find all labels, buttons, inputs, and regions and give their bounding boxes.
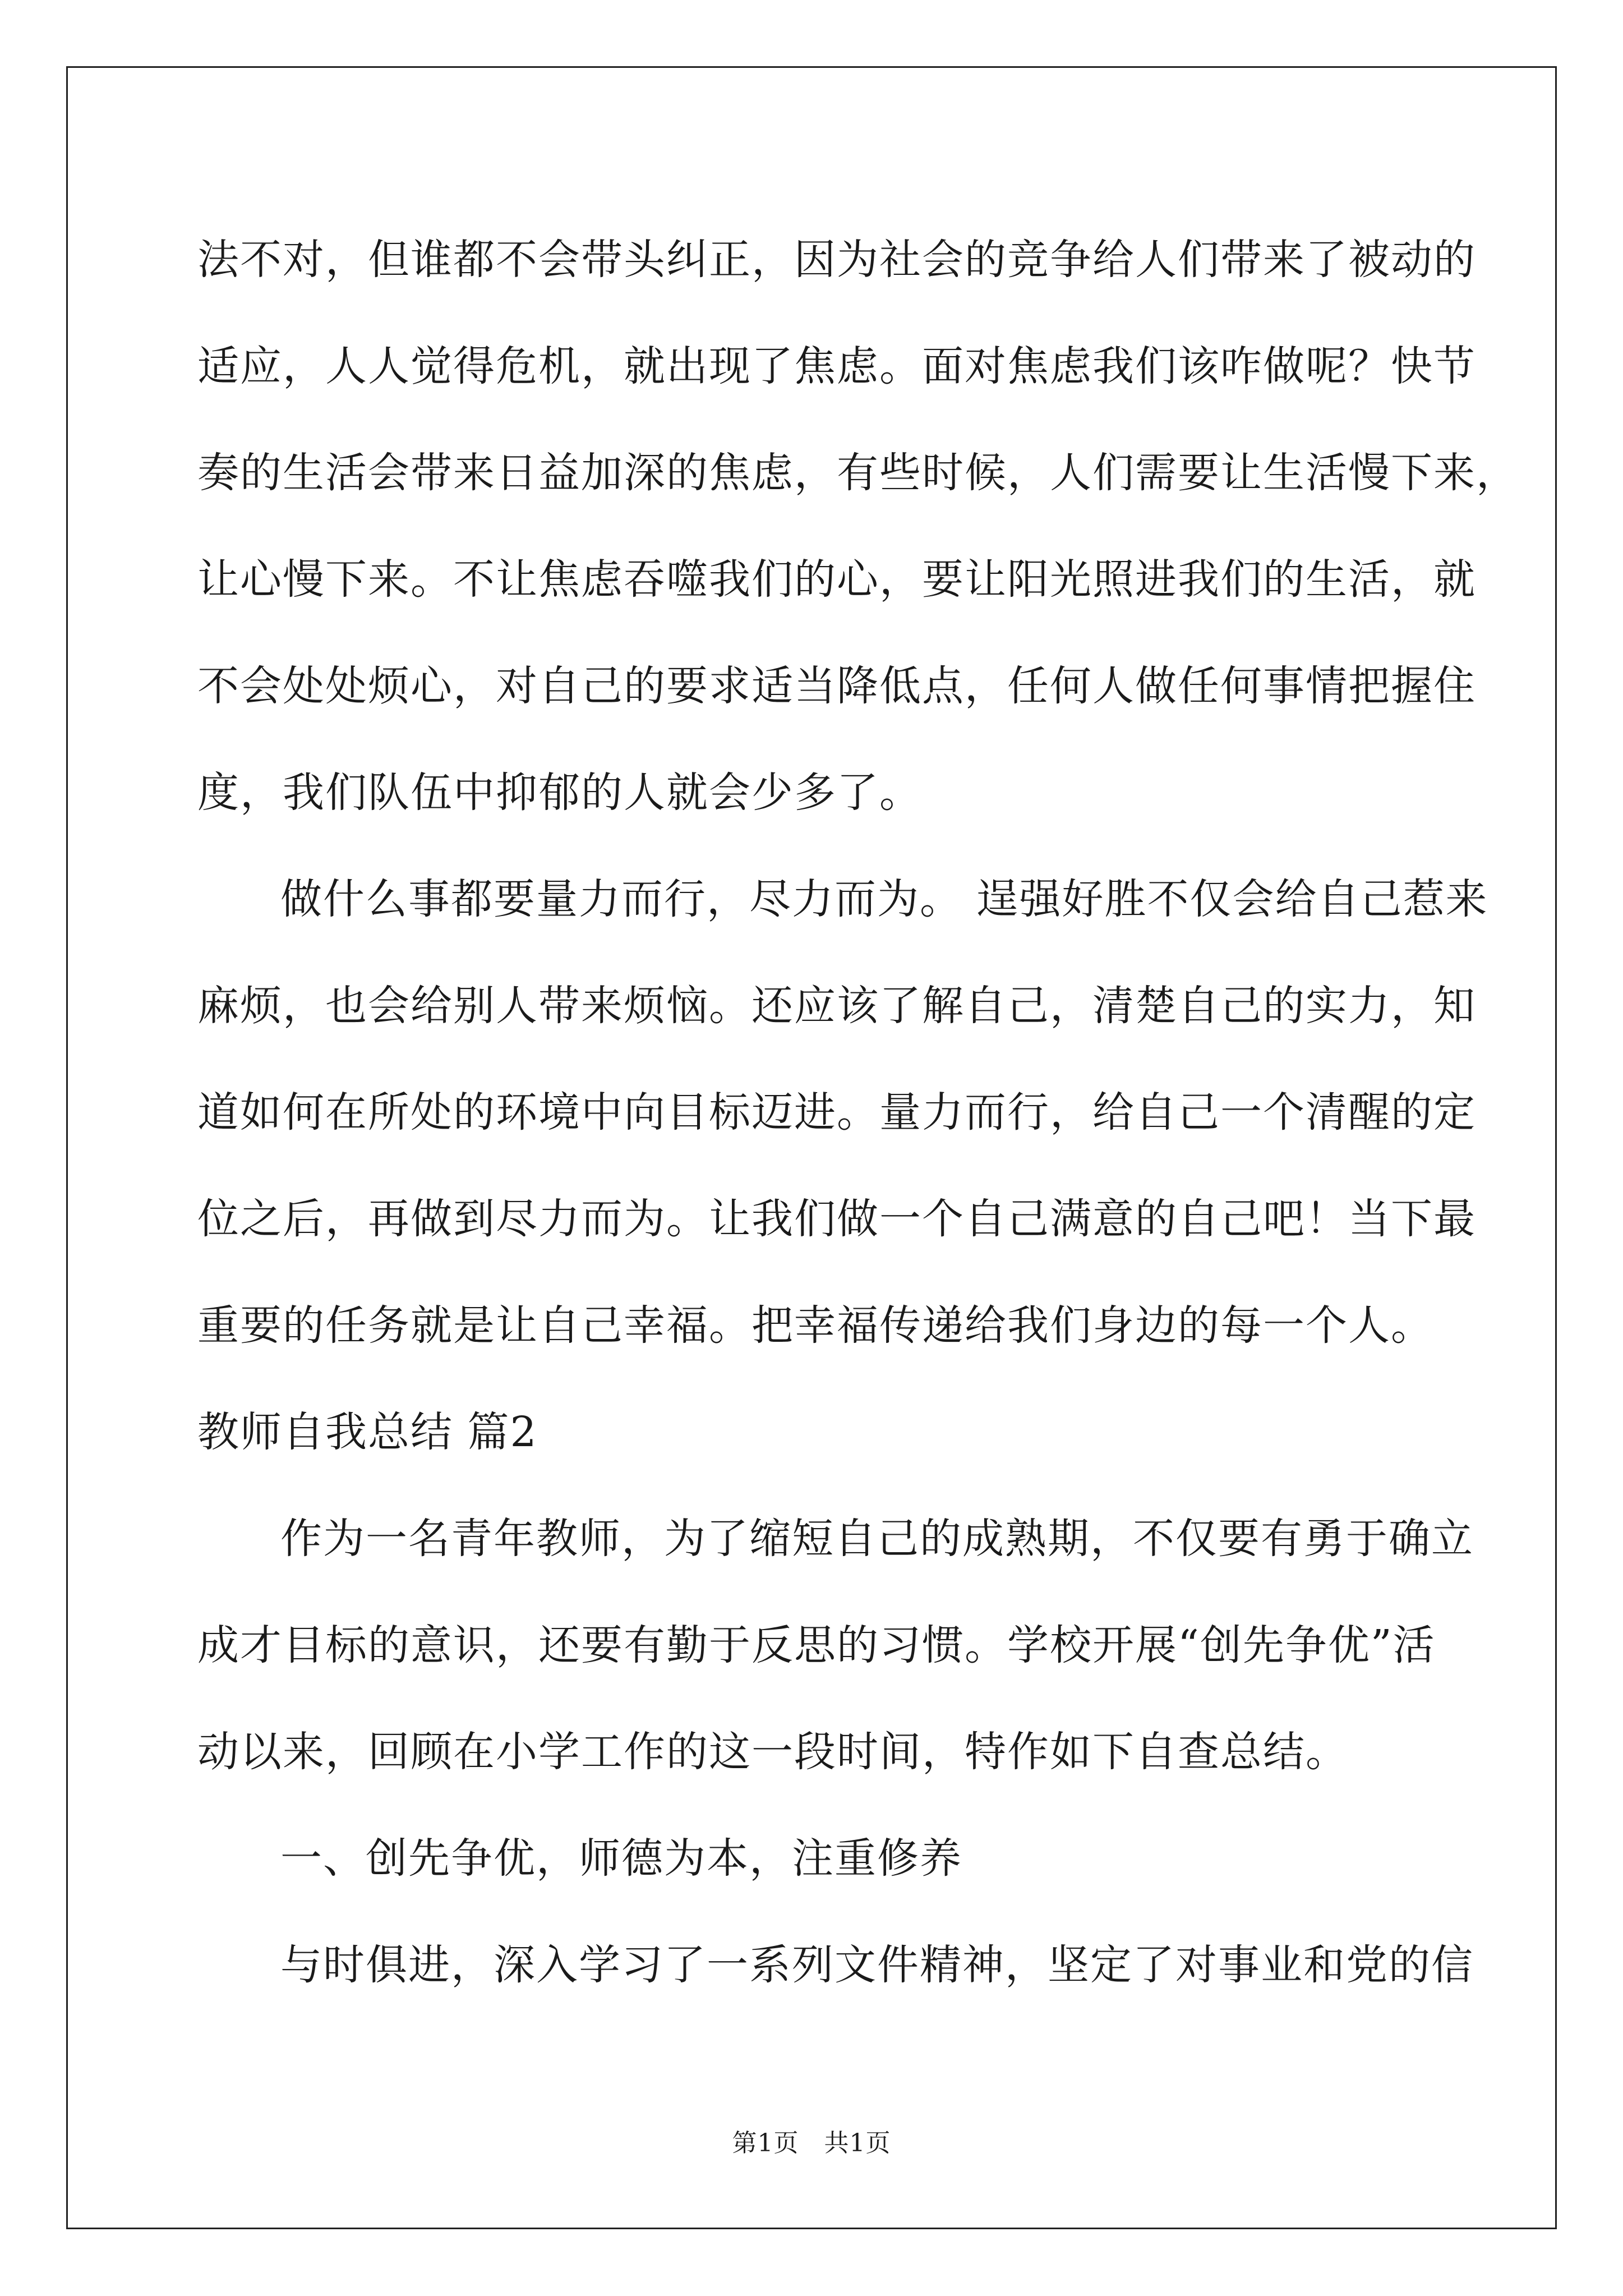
text-line: 成才目标的意识，还要有勤于反思的习惯。学校开展“创先争优”活 (197, 1621, 1436, 1669)
text-line: 重要的任务就是让自己幸福。把幸福传递给我们身边的每一个人。 (197, 1301, 1433, 1350)
text-line: 麻烦，也会给别人带来烦恼。还应该了解自己，清楚自己的实力，知 (197, 982, 1476, 1030)
text-line: 做什么事都要量力而行，尽力而为。 逞强好胜不仅会给自己惹来 (280, 875, 1488, 923)
text-line: 法不对，但谁都不会带头纠正，因为社会的竞争给人们带来了被动的 (197, 236, 1476, 284)
text-line: 让心慢下来。不让焦虑吞噬我们的心，要让阳光照进我们的生活，就 (197, 555, 1476, 604)
text-line: 动以来，回顾在小学工作的这一段时间，特作如下自查总结。 (197, 1728, 1348, 1776)
text-line: 适应，人人觉得危机，就出现了焦虑。面对焦虑我们该咋做呢？快节 (197, 342, 1476, 390)
text-line: 度，我们队伍中抑郁的人就会少多了。 (197, 769, 922, 817)
text-line: 作为一名青年教师，为了缩短自己的成熟期，不仅要有勇于确立 (280, 1515, 1474, 1563)
section-heading: 教师自我总结 篇2 (197, 1408, 538, 1456)
text-line: 位之后，再做到尽力而为。让我们做一个自己满意的自己吧！当下最 (197, 1195, 1476, 1243)
text-line: 不会处处烦心，对自己的要求适当降低点，任何人做任何事情把握住 (197, 662, 1476, 710)
text-line: 与时俱进，深入学习了一系列文件精神，坚定了对事业和党的信 (280, 1941, 1474, 1989)
subsection-heading: 一、创先争优，师德为本，注重修养 (280, 1834, 962, 1883)
document-body (197, 206, 1519, 2018)
page-footer: 第1页 共1页 (732, 2129, 891, 2157)
text-line: 道如何在所处的环境中向目标迈进。量力而行，给自己一个清醒的定 (197, 1088, 1476, 1137)
text-line: 奏的生活会带来日益加深的焦虑，有些时候，人们需要让生活慢下来， (197, 449, 1519, 497)
